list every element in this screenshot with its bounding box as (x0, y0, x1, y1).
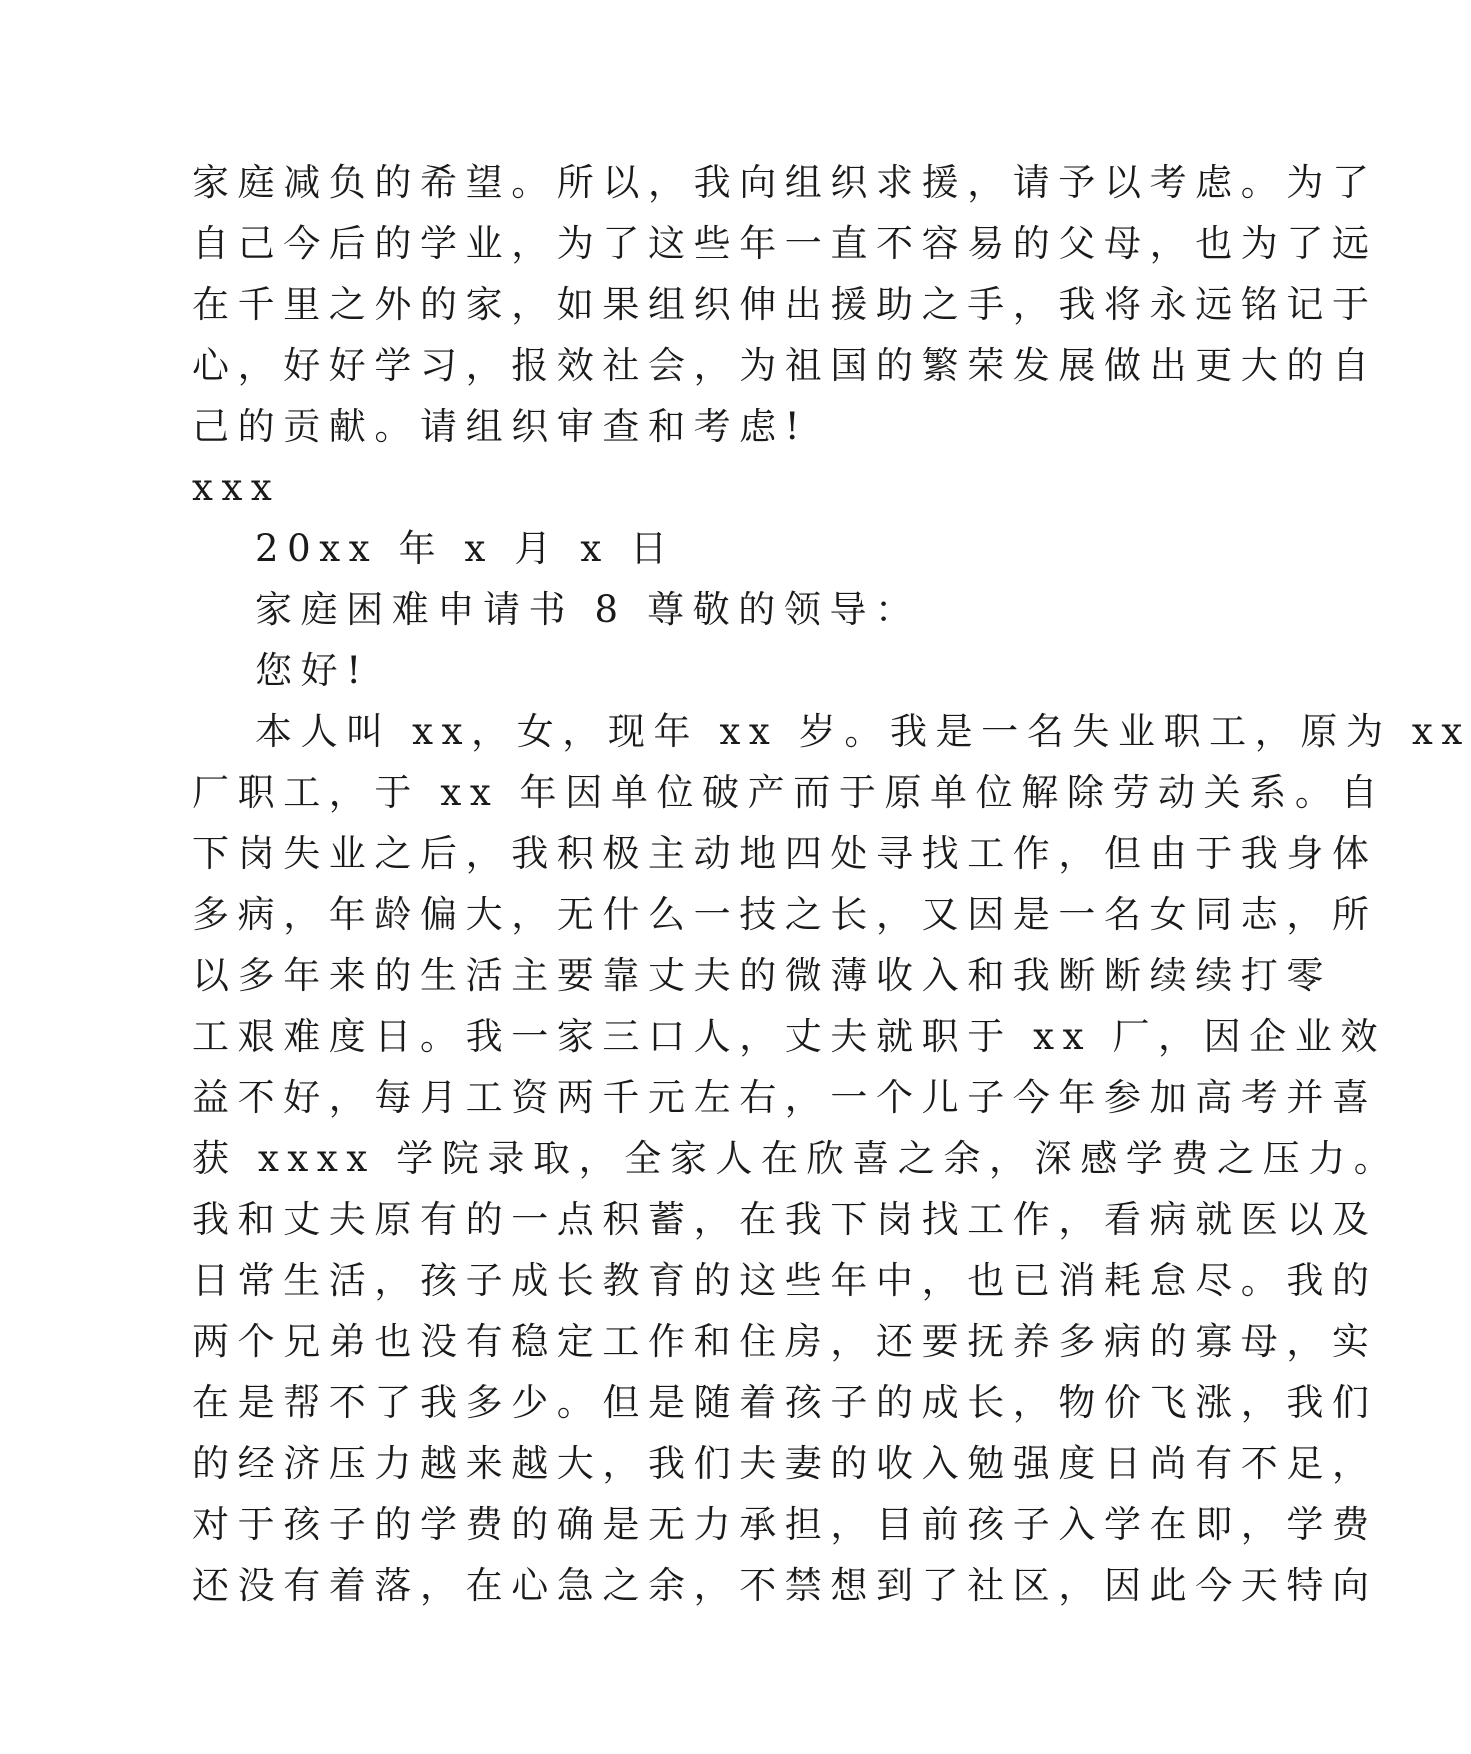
text-line: 我和丈夫原有的一点积蓄，在我下岗找工作，看病就医以及 (192, 1198, 1378, 1241)
text-line: 工艰难度日。我一家三口人，丈夫就职于 xx 厂，因企业效 (192, 1015, 1387, 1058)
letter-heading: 家庭困难申请书 8 尊敬的领导： (255, 588, 921, 631)
text-line: 对于孩子的学费的确是无力承担，目前孩子入学在即，学费 (192, 1503, 1378, 1546)
text-line: 两个兄弟也没有稳定工作和住房，还要抚养多病的寡母，实 (192, 1320, 1378, 1363)
text-line: 自己今后的学业，为了这些年一直不容易的父母，也为了远 (192, 222, 1378, 265)
text-line: 日常生活，孩子成长教育的这些年中，也已消耗怠尽。我的 (192, 1259, 1378, 1302)
text-line: 以多年来的生活主要靠丈夫的微薄收入和我断断续续打零 (192, 954, 1332, 997)
paragraph-start: 本人叫 xx，女，现年 xx 岁。我是一名失业职工，原为 xx (255, 710, 1471, 753)
text-line: 还没有着落，在心急之余，不禁想到了社区，因此今天特向 (192, 1564, 1378, 1607)
signature-name: xxx (192, 466, 281, 509)
text-line: 的经济压力越来越大，我们夫妻的收入勉强度日尚有不足， (192, 1442, 1378, 1485)
text-line: 在千里之外的家，如果组织伸出援助之手，我将永远铭记于 (192, 283, 1378, 326)
text-line: 益不好，每月工资两千元左右，一个儿子今年参加高考并喜 (192, 1076, 1378, 1119)
text-line: 己的贡献。请组织审查和考虑! (192, 405, 809, 448)
document-body (192, 152, 1471, 1616)
text-line: 在是帮不了我多少。但是随着孩子的成长，物价飞涨，我们 (192, 1381, 1378, 1424)
text-line: 下岗失业之后，我积极主动地四处寻找工作，但由于我身体 (192, 832, 1378, 875)
text-line: 家庭减负的希望。所以，我向组织求援，请予以考虑。为了 (192, 161, 1378, 204)
signature-date: 20xx 年 x 月 x 日 (255, 527, 676, 570)
text-line: 多病，年龄偏大，无什么一技之长，又因是一名女同志，所 (192, 893, 1378, 936)
text-line: 获 xxxx 学院录取，全家人在欣喜之余，深感学费之压力。 (192, 1137, 1400, 1180)
greeting: 您好! (255, 649, 370, 692)
text-line: 厂职工，于 xx 年因单位破产而于原单位解除劳动关系。自 (192, 771, 1387, 814)
text-line: 心，好好学习，报效社会，为祖国的繁荣发展做出更大的自 (192, 344, 1378, 387)
